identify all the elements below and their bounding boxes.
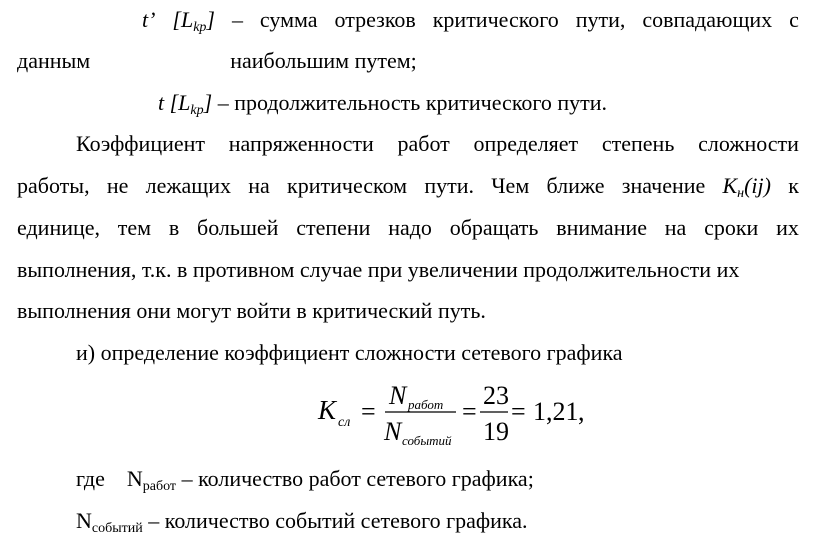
n-sub: событий xyxy=(91,521,143,536)
word: тем xyxy=(117,215,152,240)
word: сумма xyxy=(259,7,318,32)
n-denominator-sub: событий xyxy=(402,433,452,448)
word: напряженности xyxy=(228,131,374,156)
word: ближе xyxy=(546,173,605,198)
word: на xyxy=(248,173,270,198)
critical-path-sum-definition xyxy=(142,6,799,34)
word: данным xyxy=(17,48,91,73)
word: работ xyxy=(397,131,450,156)
l-sub: kp xyxy=(193,20,207,35)
word: их xyxy=(776,215,799,240)
k-symbol: К xyxy=(722,173,738,198)
word: лежащих xyxy=(145,173,232,198)
word: отрезков xyxy=(334,7,416,32)
l-close: ] xyxy=(203,90,213,115)
equals-1: = xyxy=(361,397,376,426)
formula-svg xyxy=(0,380,816,450)
result-value: 1,21 xyxy=(533,397,579,426)
word: совпадающих xyxy=(642,7,773,32)
k-index: (ij) xyxy=(744,173,771,198)
l-kp-term xyxy=(172,6,215,34)
n-denominator: N xyxy=(384,417,402,446)
tension-coefficient-line4: выполнения, т.к. в противном случае при увеличении продолжительности их xyxy=(17,257,740,282)
word: внимание xyxy=(556,215,648,240)
fraction-denominator: 19 xyxy=(483,417,509,446)
word: сроки xyxy=(704,215,759,240)
k-ij-term xyxy=(723,172,771,200)
tension-coefficient-line3 xyxy=(17,214,799,242)
equals-3: = xyxy=(511,397,526,426)
k-sub: н xyxy=(737,186,745,201)
n-symbol: N xyxy=(126,466,143,491)
text: – количество событий сетевого графика. xyxy=(142,508,528,533)
word: Коэффициент xyxy=(76,131,206,156)
t-prime-symbol: t’ xyxy=(142,7,156,32)
where-word: где xyxy=(76,466,105,491)
word: в xyxy=(168,215,180,240)
word: на xyxy=(664,215,687,240)
l-close: ] xyxy=(206,7,215,32)
k-lhs: К xyxy=(318,395,336,425)
word: степень xyxy=(601,131,675,156)
word: единице, xyxy=(17,215,101,240)
tension-coefficient-line1 xyxy=(76,130,799,158)
k-lhs-sub: сл xyxy=(338,415,351,430)
text: наибольшим путем; xyxy=(230,48,417,73)
t-prime-term xyxy=(142,6,155,34)
n-sub: работ xyxy=(142,479,177,494)
t-symbol: t xyxy=(158,90,165,115)
word: степени xyxy=(296,215,371,240)
section-heading: и) определение коэффициент сложности сетевого графика xyxy=(76,340,623,365)
word: не xyxy=(106,173,129,198)
word: сложности xyxy=(698,131,799,156)
word: пути, xyxy=(575,7,626,32)
l-sub: kp xyxy=(190,103,204,118)
fraction-numerator: 23 xyxy=(483,381,509,410)
tension-coefficient-line5: выполнения они могут войти в критический путь. xyxy=(17,298,486,323)
critical-path-sum-line2 xyxy=(17,47,816,75)
n-numerator-sub: работ xyxy=(408,397,444,412)
word: критическом xyxy=(287,173,408,198)
l-open: [L xyxy=(172,7,194,32)
word: с xyxy=(789,7,799,32)
trailing-comma: , xyxy=(578,397,585,426)
dash: – xyxy=(231,7,243,32)
n-numerator: N xyxy=(389,381,407,410)
events-definition xyxy=(76,507,816,535)
complexity-formula xyxy=(0,380,816,450)
word: значение xyxy=(621,173,706,198)
n-symbol: N xyxy=(76,508,92,533)
l-open: [L xyxy=(169,90,191,115)
word: пути. xyxy=(424,173,475,198)
critical-path-duration-definition xyxy=(158,89,816,117)
text: – количество работ сетевого графика; xyxy=(176,466,534,491)
tension-coefficient-line2 xyxy=(17,172,799,200)
text: – продолжительность критического пути. xyxy=(212,90,608,115)
word: определяет xyxy=(473,131,579,156)
word: к xyxy=(788,173,799,198)
word: большей xyxy=(197,215,279,240)
word: Чем xyxy=(491,173,530,198)
equals-2: = xyxy=(462,397,477,426)
word: обращать xyxy=(449,215,539,240)
word: надо xyxy=(388,215,432,240)
word: критического xyxy=(432,7,559,32)
where-works-definition xyxy=(76,465,816,493)
word: работы, xyxy=(17,173,90,198)
